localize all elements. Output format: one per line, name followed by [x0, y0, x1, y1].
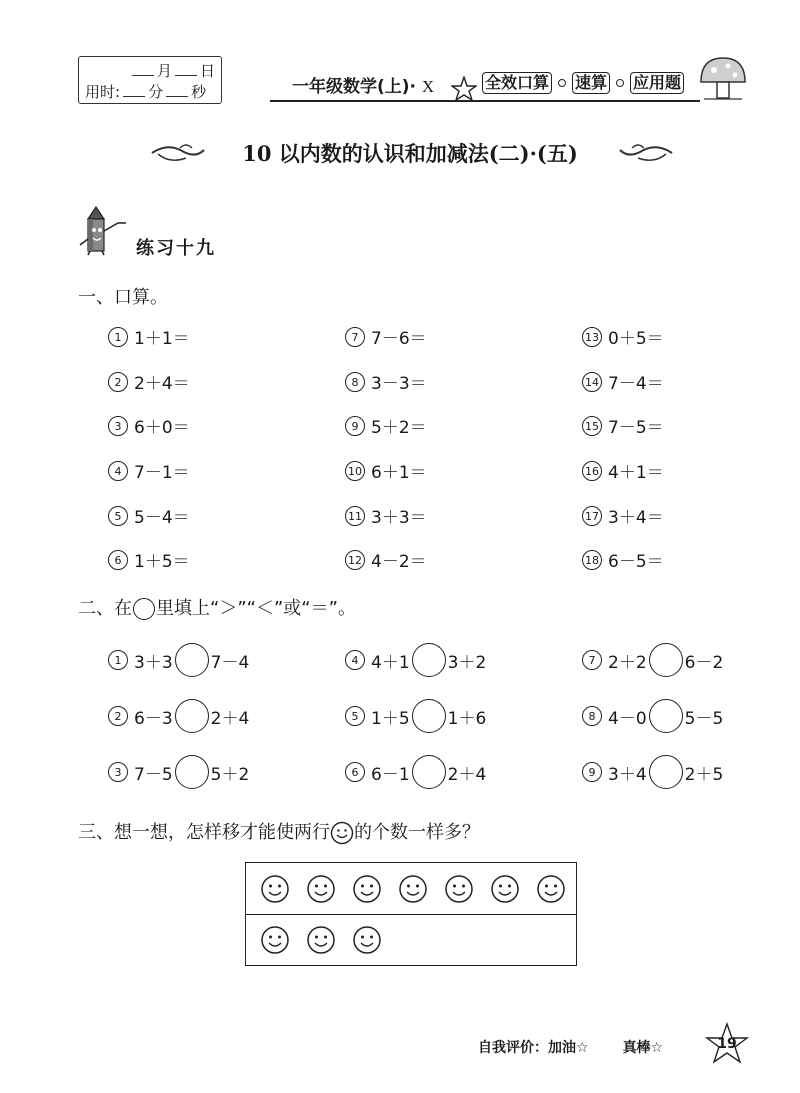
mental-math-problem [108, 547, 190, 572]
compare-left: 3＋4 [608, 764, 647, 785]
problem-number: 3 [108, 416, 128, 436]
left-ornament-icon [150, 138, 206, 168]
problem-expression: 4－2＝ [371, 552, 427, 572]
problem-number: 2 [108, 706, 128, 726]
problem-number: 17 [582, 506, 602, 526]
problem-expression: 7－5＝ [608, 418, 664, 438]
problem-expression: 1＋5＝ [134, 552, 190, 572]
compare-right: 1＋6 [447, 708, 487, 729]
great-label: 真棒☆ [622, 1040, 664, 1056]
mushroom-icon [698, 54, 748, 104]
compare-answer-circle[interactable] [649, 699, 683, 733]
compare-right: 6－2 [684, 652, 724, 673]
time-used-label: 用时: [85, 83, 121, 101]
dot-icon [616, 79, 624, 87]
compare-answer-circle[interactable] [649, 643, 683, 677]
compare-answer-circle[interactable] [412, 643, 446, 677]
smiley-face[interactable] [352, 925, 382, 955]
header-divider [270, 100, 700, 102]
compare-answer-circle[interactable] [412, 755, 446, 789]
problem-number: 3 [108, 762, 128, 782]
compare-left: 6－3 [134, 708, 173, 729]
mental-math-problem [345, 369, 427, 394]
problem-number: 16 [582, 461, 602, 481]
section-3-heading [78, 818, 480, 845]
second-blank[interactable] [166, 84, 188, 97]
smiley-face[interactable] [398, 874, 428, 904]
compare-left: 7－5 [134, 764, 173, 785]
compare-problem [582, 643, 723, 677]
section-2-heading-end: 里填上“＞”“＜”或“＝”。 [156, 598, 356, 619]
problem-number: 4 [345, 650, 365, 670]
series-edition: X [421, 77, 435, 96]
mental-math-problem [108, 503, 190, 528]
compare-problem [108, 643, 249, 677]
mental-math-problem [582, 369, 664, 394]
problem-number: 18 [582, 550, 602, 570]
table-row-divider [246, 914, 576, 915]
smiley-face[interactable] [536, 874, 566, 904]
series-text: 一年级数学(上)· [292, 77, 416, 97]
second-label: 秒 [191, 83, 207, 101]
right-ornament-icon [618, 138, 674, 168]
section-2-heading [78, 594, 356, 620]
dot-icon [558, 79, 566, 87]
page-number: 19 [717, 1036, 737, 1052]
mental-math-problem [345, 458, 427, 483]
mental-math-problem [582, 324, 664, 349]
mental-math-problem [345, 503, 427, 528]
time-record-box [78, 56, 222, 104]
mental-math-problem [108, 413, 190, 438]
self-eval-label: 自我评价：加油☆ [478, 1040, 589, 1056]
mental-math-problem [345, 547, 427, 572]
problem-expression: 6＋1＝ [371, 463, 427, 483]
smiley-face[interactable] [352, 874, 382, 904]
compare-right: 7－4 [210, 652, 250, 673]
minute-label: 分 [148, 83, 164, 101]
series-tag: 应用题 [630, 72, 684, 94]
minute-blank[interactable] [123, 84, 145, 97]
mental-math-problem [345, 324, 427, 349]
problem-number: 6 [345, 762, 365, 782]
problem-number: 6 [108, 550, 128, 570]
problem-number: 2 [108, 372, 128, 392]
problem-number: 7 [345, 327, 365, 347]
problem-expression: 1＋1＝ [134, 329, 190, 349]
problem-expression: 7－1＝ [134, 463, 190, 483]
problem-number: 9 [582, 762, 602, 782]
compare-answer-circle[interactable] [175, 643, 209, 677]
problem-number: 15 [582, 416, 602, 436]
mental-math-problem [582, 547, 664, 572]
problem-number: 12 [345, 550, 365, 570]
compare-left: 4＋1 [371, 652, 410, 673]
mental-math-problem [582, 458, 664, 483]
mental-math-problem [345, 413, 427, 438]
smiley-face[interactable] [444, 874, 474, 904]
series-tags [482, 72, 686, 94]
section-2-heading-start: 二、在 [78, 598, 132, 619]
problem-number: 5 [345, 706, 365, 726]
problem-expression: 6－5＝ [608, 552, 664, 572]
mental-math-problem [582, 503, 664, 528]
compare-answer-circle[interactable] [412, 699, 446, 733]
problem-expression: 5－4＝ [134, 508, 190, 528]
compare-right: 2＋4 [210, 708, 250, 729]
smiley-face[interactable] [306, 925, 336, 955]
problem-number: 8 [345, 372, 365, 392]
day-blank[interactable] [175, 63, 197, 76]
compare-answer-circle[interactable] [649, 755, 683, 789]
compare-left: 1＋5 [371, 708, 410, 729]
mental-math-problem [108, 324, 190, 349]
exercise-subtitle: 练习十九 [136, 238, 216, 259]
compare-answer-circle[interactable] [175, 755, 209, 789]
compare-right: 5＋2 [210, 764, 250, 785]
compare-problem [108, 699, 249, 733]
problem-number: 11 [345, 506, 365, 526]
compare-right: 5－5 [684, 708, 724, 729]
smiley-face[interactable] [490, 874, 520, 904]
compare-left: 2＋2 [608, 652, 647, 673]
problem-expression: 7－6＝ [371, 329, 427, 349]
section-3-heading-start: 三、想一想，怎样移才能使两行 [78, 822, 330, 843]
self-evaluation [478, 1037, 663, 1057]
problem-number: 8 [582, 706, 602, 726]
series-tag: 速算 [572, 72, 610, 94]
problem-expression: 3＋3＝ [371, 508, 427, 528]
compare-right: 2＋5 [684, 764, 724, 785]
smiley-face[interactable] [306, 874, 336, 904]
problem-expression: 5＋2＝ [371, 418, 427, 438]
section-3-heading-end: 的个数一样多？ [354, 822, 480, 843]
compare-problem [582, 699, 723, 733]
series-tag: 全效口算 [482, 72, 552, 94]
problem-number: 1 [108, 650, 128, 670]
page-title: 10 以内数的认识和加减法(二)·(五) [242, 141, 578, 166]
day-label: 日 [199, 62, 215, 80]
pencil-mascot-icon [78, 205, 134, 257]
compare-problem [345, 643, 486, 677]
series-title [292, 72, 434, 97]
smiley-face[interactable] [260, 925, 290, 955]
problem-number: 10 [345, 461, 365, 481]
problem-number: 13 [582, 327, 602, 347]
problem-expression: 7－4＝ [608, 374, 664, 394]
problem-expression: 2＋4＝ [134, 374, 190, 394]
mental-math-problem [582, 413, 664, 438]
compare-left: 3＋3 [134, 652, 173, 673]
compare-problem [108, 755, 249, 789]
compare-problem [582, 755, 723, 789]
mental-math-problem [108, 369, 190, 394]
problem-expression: 4＋1＝ [608, 463, 664, 483]
compare-left: 6－1 [371, 764, 410, 785]
problem-number: 5 [108, 506, 128, 526]
star-icon [451, 76, 477, 102]
compare-answer-circle[interactable] [175, 699, 209, 733]
compare-right: 3＋2 [447, 652, 487, 673]
problem-number: 7 [582, 650, 602, 670]
smiley-icon [330, 821, 354, 845]
compare-problem [345, 755, 486, 789]
month-label: 月 [156, 62, 172, 80]
problem-expression: 3－3＝ [371, 374, 427, 394]
smiley-face[interactable] [260, 874, 290, 904]
problem-number: 4 [108, 461, 128, 481]
section-1-heading: 一、口算。 [78, 287, 168, 308]
circle-blank-icon [133, 598, 155, 620]
compare-right: 2＋4 [447, 764, 487, 785]
compare-left: 4－0 [608, 708, 647, 729]
month-blank[interactable] [132, 63, 154, 76]
smiley-rows-table [245, 862, 577, 966]
compare-problem [345, 699, 486, 733]
problem-expression: 3＋4＝ [608, 508, 664, 528]
problem-number: 1 [108, 327, 128, 347]
problem-expression: 0＋5＝ [608, 329, 664, 349]
mental-math-problem [108, 458, 190, 483]
problem-number: 14 [582, 372, 602, 392]
problem-expression: 6＋0＝ [134, 418, 190, 438]
problem-number: 9 [345, 416, 365, 436]
